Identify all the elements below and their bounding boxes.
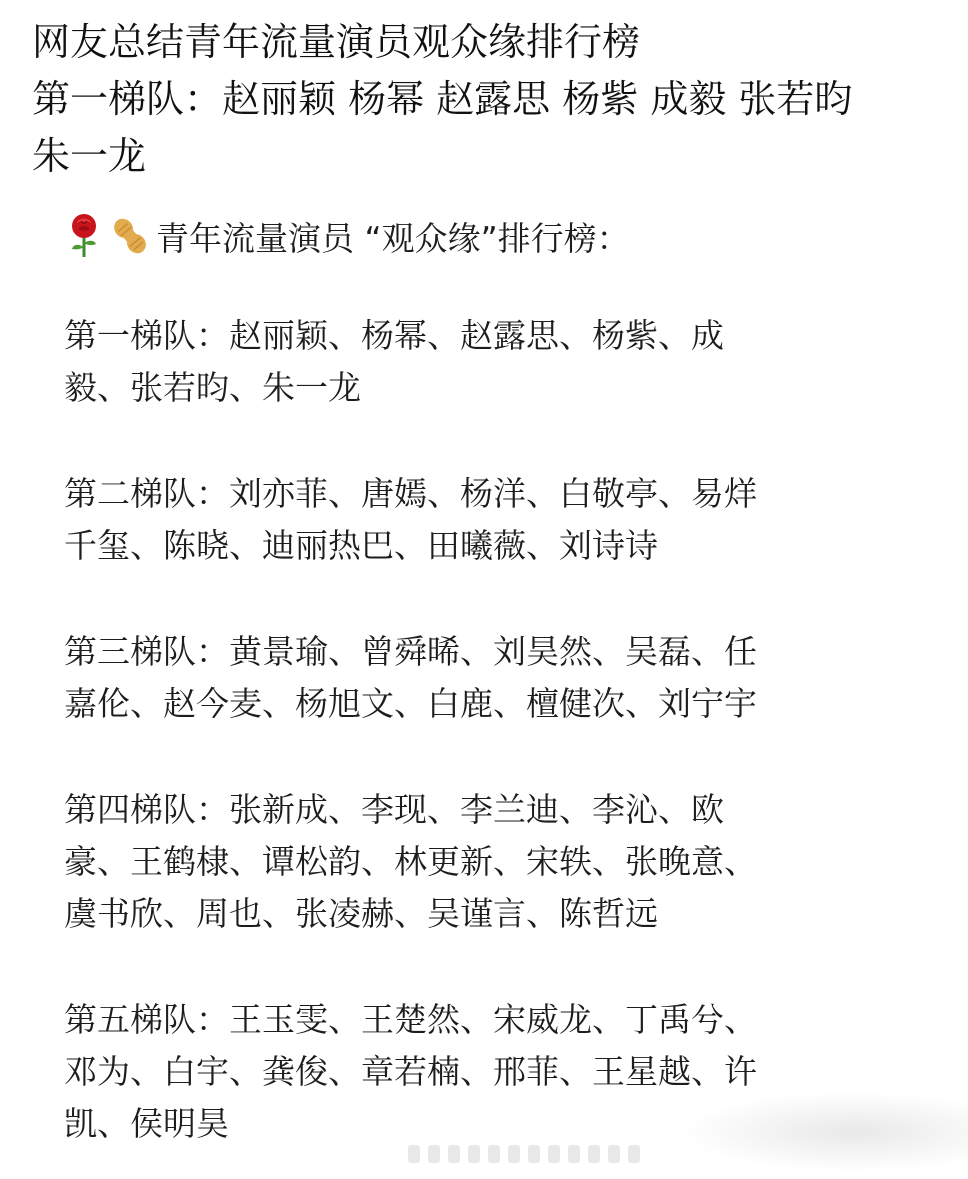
tier-line: 第三梯队：黄景瑜、曾舜晞、刘昊然、吴磊、任 <box>64 632 757 671</box>
watermark-marks <box>408 1145 640 1163</box>
ranking-image-card[interactable] <box>0 180 968 1179</box>
tier-line: 千玺、陈晓、迪丽热巴、田曦薇、刘诗诗 <box>64 526 658 565</box>
tier-2 <box>64 468 904 572</box>
post-title-line: 网友总结青年流量演员观众缘排行榜 <box>32 20 641 64</box>
tier-line: 邓为、白宇、龚俊、章若楠、邢菲、王星越、许 <box>64 1052 757 1091</box>
ranking-title <box>64 208 630 264</box>
tier-line: 第五梯队：王玉雯、王楚然、宋威龙、丁禹兮、 <box>64 1000 757 1039</box>
tier-line: 第一梯队：赵丽颖、杨幂、赵露思、杨紫、成 <box>64 316 724 355</box>
post-body-line: 第一梯队：赵丽颖 杨幂 赵露思 杨紫 成毅 张若昀 <box>32 77 853 121</box>
post-body-line: 朱一龙 <box>32 134 147 178</box>
tier-3 <box>64 626 904 730</box>
peanut-icon <box>110 213 150 259</box>
post-text <box>32 14 932 185</box>
tier-line: 豪、王鹤棣、谭松韵、林更新、宋轶、张晚意、 <box>64 842 757 881</box>
ranking-title-text: 青年流量演员 “观众缘”排行榜： <box>156 218 630 258</box>
watermark-blur <box>680 1092 968 1172</box>
tier-line: 虞书欣、周也、张凌赫、吴谨言、陈哲远 <box>64 894 658 933</box>
tier-1 <box>64 310 904 414</box>
tier-line: 第二梯队：刘亦菲、唐嫣、杨洋、白敬亭、易烊 <box>64 474 757 513</box>
rose-icon <box>64 213 104 259</box>
tier-line: 凯、侯明昊 <box>64 1104 229 1143</box>
tier-line: 毅、张若昀、朱一龙 <box>64 368 361 407</box>
tier-4 <box>64 784 904 940</box>
tier-line: 嘉伦、赵今麦、杨旭文、白鹿、檀健次、刘宁宇 <box>64 684 757 723</box>
tier-line: 第四梯队：张新成、李现、李兰迪、李沁、欧 <box>64 790 724 829</box>
